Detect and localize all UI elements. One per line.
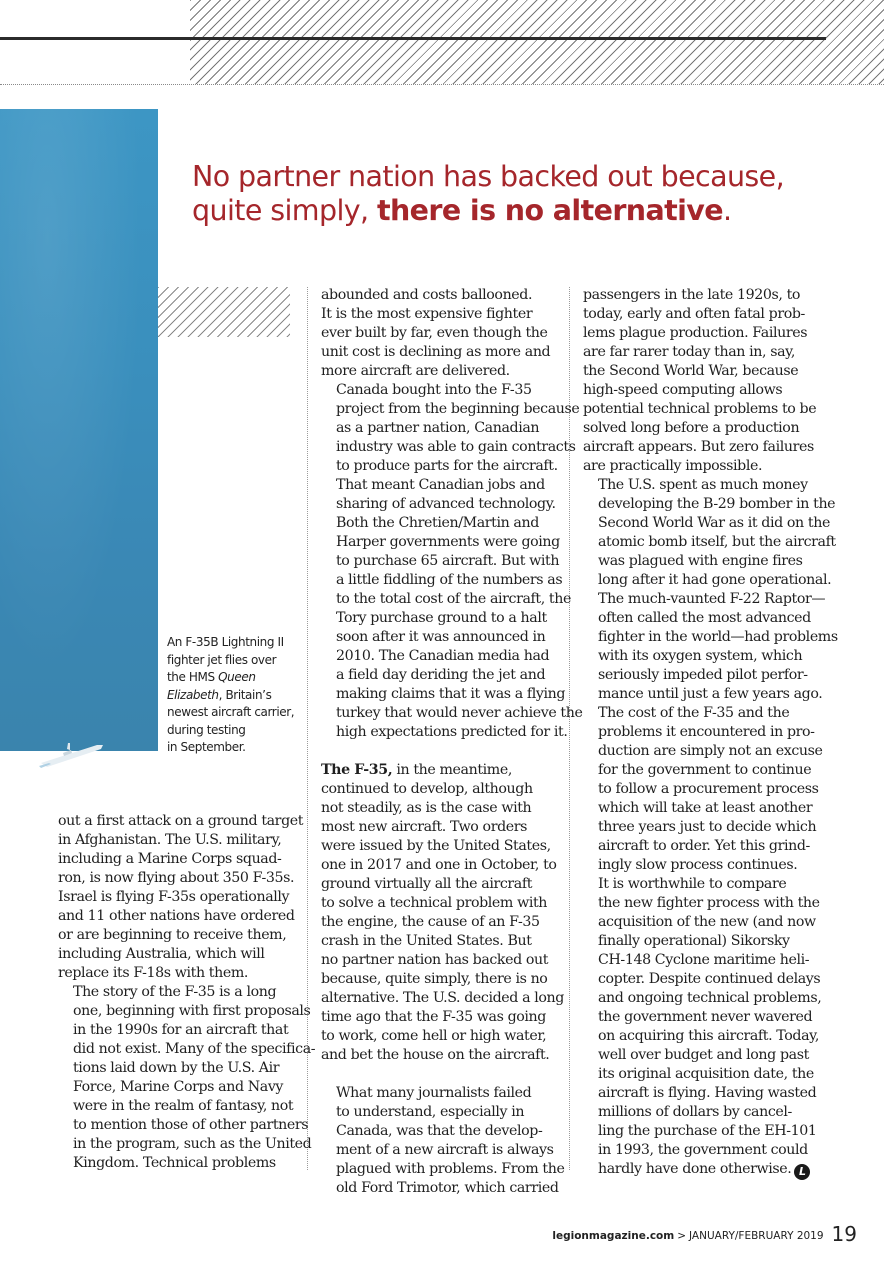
paragraph [583, 286, 823, 476]
text-line: because, quite simply, there is no [321, 971, 548, 987]
text-line: lems plague production. Failures [583, 325, 808, 341]
paragraph-final [583, 875, 823, 1180]
text-line: ground virtually all the aircraft [321, 876, 533, 892]
text-line: What many journalists failed [336, 1085, 532, 1101]
section-break [321, 742, 563, 761]
caption-line: during testing [167, 722, 246, 737]
text-line: passengers in the late 1920s, to [583, 287, 801, 303]
text-line: including Australia, which will [58, 946, 265, 962]
paragraph [583, 704, 823, 875]
text-line: and ongoing technical problems, [598, 990, 822, 1006]
text-line: The story of the F-35 is a long [73, 984, 277, 1000]
text-line: Tory purchase ground to a halt [336, 610, 547, 626]
text-line: which will take at least another [598, 800, 813, 816]
text-line: time ago that the F-35 was going [321, 1009, 546, 1025]
text-line: in 1993, the government could [598, 1142, 808, 1158]
paragraph-lines [321, 780, 563, 1065]
article-column-2 [321, 286, 583, 1198]
text-line: aircraft appears. But zero failures [583, 439, 814, 455]
text-line: sharing of advanced technology. [336, 496, 556, 512]
text-line: potential technical problems to be [583, 401, 817, 417]
text-line: in the 1990s for an aircraft that [73, 1022, 289, 1038]
dotted-rule [0, 84, 884, 85]
footer-separator: > [677, 1230, 687, 1242]
caption-line [167, 669, 302, 687]
aircraft-carrier-icon [37, 735, 109, 771]
text-line: Harper governments were going [336, 534, 560, 550]
text-line: the Second World War, because [583, 363, 799, 379]
text-line: That meant Canadian jobs and [336, 477, 545, 493]
text-line: old Ford Trimotor, which carried [336, 1180, 559, 1196]
text-line: It is worthwhile to compare [598, 876, 787, 892]
footer-issue: JANUARY/FEBRUARY 2019 [689, 1230, 824, 1242]
text-line: plagued with problems. From the [336, 1161, 565, 1177]
caption-line: fighter jet flies over [167, 652, 277, 667]
text-line: hardly have done otherwise. L [583, 1160, 823, 1180]
text-line: finally operational) Sikorsky [598, 933, 790, 949]
text-line: millions of dollars by cancel- [598, 1104, 792, 1120]
text-line: unit cost is declining as more and [321, 344, 551, 360]
text-line: the government never wavered [598, 1009, 813, 1025]
text-line: are far rarer today than in, say, [583, 344, 795, 360]
text-line: Israel is flying F-35s operationally [58, 889, 290, 905]
text-line: 2010. The Canadian media had [336, 648, 550, 664]
text-line: today, early and often fatal prob- [583, 306, 805, 322]
text-line: to mention those of other partners [73, 1117, 309, 1133]
text-line: aircraft to order. Yet this grind- [598, 838, 810, 854]
text-line: was plagued with engine fires [598, 553, 803, 569]
caption-ship-name: Queen [218, 670, 256, 684]
text-line: acquisition of the new (and now [598, 914, 816, 930]
text-line: tions laid down by the U.S. Air [73, 1060, 280, 1076]
text-line: duction are simply not an excuse [598, 743, 823, 759]
text-line: Second World War as it did on the [598, 515, 830, 531]
caption-ship-name: Elizabeth [167, 687, 219, 702]
text-line: as a partner nation, Canadian [336, 420, 540, 436]
text-line: to work, come hell or high water, [321, 1028, 547, 1044]
text-line: for the government to continue [598, 762, 812, 778]
text-line: in Afghanistan. The U.S. military, [58, 832, 282, 848]
text-line: not steadily, as is the case with [321, 800, 532, 816]
column-divider [307, 287, 308, 1170]
text-line: its original acquisition date, the [598, 1066, 814, 1082]
caption-line: in September. [167, 740, 246, 754]
top-rule [0, 37, 826, 40]
text-line: are practically impossible. [583, 458, 763, 474]
paragraph [321, 381, 583, 742]
paragraph [58, 812, 304, 983]
text-line: to solve a technical problem with [321, 895, 548, 911]
text-line: alternative. The U.S. decided a long [321, 990, 564, 1006]
text-line: to follow a procurement process [598, 781, 819, 797]
text-line: ment of a new aircraft is always [336, 1142, 554, 1158]
text-line [321, 761, 563, 780]
text-line: turkey that would never achieve the [336, 705, 583, 721]
pull-quote-line-2: quite simply, [192, 194, 377, 227]
text-line: were issued by the United States, [321, 838, 551, 854]
text-line: out a first attack on a ground target [58, 813, 304, 829]
top-hatch-decoration [190, 0, 884, 84]
text-line: replace its F-18s with them. [58, 965, 249, 981]
pull-quote-line-1: No partner nation has backed out because, [192, 160, 785, 193]
text-line: to produce parts for the aircraft. [336, 458, 558, 474]
text-line: most new aircraft. Two orders [321, 819, 528, 835]
text-line: with its oxygen system, which [598, 648, 803, 664]
text-line: high expectations predicted for it. [336, 724, 568, 740]
text-line: developing the B-29 bomber in the [598, 496, 836, 512]
caption-line: An F-35B Lightning II [167, 635, 284, 649]
caption-text: the HMS [167, 670, 219, 684]
text-line: solved long before a production [583, 420, 800, 436]
caption-text: , Britain’s [218, 687, 272, 702]
paragraph [321, 1084, 563, 1198]
paragraph [321, 286, 563, 381]
column-divider [569, 287, 570, 1170]
text-line: were in the realm of fantasy, not [73, 1098, 294, 1114]
text-line: ron, is now flying about 350 F-35s. [58, 870, 295, 886]
text-line: high-speed computing allows [583, 382, 783, 398]
text-line: a little fiddling of the numbers as [336, 572, 563, 588]
article-column-1 [58, 812, 316, 1173]
mid-hatch-decoration [158, 287, 290, 337]
text-line: CH-148 Cyclone maritime heli- [598, 952, 810, 968]
article-column-3 [583, 286, 838, 1180]
text-line: the new fighter process with the [598, 895, 820, 911]
text-line: atomic bomb itself, but the aircraft [598, 534, 836, 550]
text-line: and 11 other nations have ordered [58, 908, 295, 924]
text-line: on acquiring this aircraft. Today, [598, 1028, 819, 1044]
text-line: no partner nation has backed out [321, 952, 549, 968]
text-line: soon after it was announced in [336, 629, 546, 645]
text-line: or are beginning to receive them, [58, 927, 287, 943]
text-line: The cost of the F-35 and the [598, 705, 790, 721]
text-line: It is the most expensive fighter [321, 306, 533, 322]
text-line: in the program, such as the United [73, 1136, 312, 1152]
text-line: often called the most advanced [598, 610, 811, 626]
paragraph [583, 476, 838, 704]
text-line: problems it encountered in pro- [598, 724, 815, 740]
text-line: one in 2017 and one in October, to [321, 857, 557, 873]
paragraph [58, 983, 316, 1173]
text-line: Canada bought into the F-35 [336, 382, 532, 398]
text-line: fighter in the world—had problems [598, 629, 838, 645]
paragraph-section-lead [321, 761, 563, 1065]
text-line: Kingdom. Technical problems [73, 1155, 276, 1171]
text-line: long after it had gone operational. [598, 572, 832, 588]
ocean-photo [0, 109, 158, 751]
text-line: Canada, was that the develop- [336, 1123, 543, 1139]
text-line: crash in the United States. But [321, 933, 532, 949]
text-line: one, beginning with first proposals [73, 1003, 311, 1019]
text-line: industry was able to gain contracts [336, 439, 576, 455]
section-lead-in: The F-35, [321, 762, 393, 778]
text-line: mance until just a few years ago. [598, 686, 823, 702]
text-line: more aircraft are delivered. [321, 363, 510, 379]
text-line: to purchase 65 aircraft. But with [336, 553, 560, 569]
text-line: well over budget and long past [598, 1047, 809, 1063]
text-fragment: in the meantime, [392, 762, 512, 778]
text-line: Both the Chretien/Martin and [336, 515, 539, 531]
section-break [321, 1065, 563, 1084]
text-line: making claims that it was a flying [336, 686, 566, 702]
text-line: ling the purchase of the EH-101 [598, 1123, 817, 1139]
text-line: abounded and costs ballooned. [321, 287, 533, 303]
pull-quote-period: . [723, 194, 732, 227]
text-line: the engine, the cause of an F-35 [321, 914, 540, 930]
text-line: to the total cost of the aircraft, the [336, 591, 571, 607]
page-footer [552, 1222, 857, 1246]
text-line: ingly slow process continues. [598, 857, 798, 873]
pull-quote-emphasis: there is no alternative [376, 194, 723, 227]
text-line: Force, Marine Corps and Navy [73, 1079, 284, 1095]
photo-caption [167, 634, 302, 757]
end-mark-icon: L [794, 1164, 810, 1180]
text-line: seriously impeded pilot perfor- [598, 667, 808, 683]
text-line: The U.S. spent as much money [598, 477, 808, 493]
pull-quote [192, 160, 872, 228]
footer-site: legionmagazine.com [552, 1230, 675, 1242]
text-line: and bet the house on the aircraft. [321, 1047, 550, 1063]
page-number: 19 [831, 1222, 857, 1246]
text-line: including a Marine Corps squad- [58, 851, 282, 867]
text-line: did not exist. Many of the specifica- [73, 1041, 316, 1057]
text-line: continued to develop, although [321, 781, 533, 797]
text-line: three years just to decide which [598, 819, 817, 835]
text-line: aircraft is flying. Having wasted [598, 1085, 817, 1101]
text-line: to understand, especially in [336, 1104, 525, 1120]
text-line: The much-vaunted F-22 Raptor— [598, 591, 826, 607]
text-line: project from the beginning because [336, 401, 580, 417]
text-line: a field day deriding the jet and [336, 667, 546, 683]
text-line: copter. Despite continued delays [598, 971, 821, 987]
caption-line: newest aircraft carrier, [167, 705, 295, 719]
caption-line [167, 687, 302, 705]
text-line: ever built by far, even though the [321, 325, 548, 341]
